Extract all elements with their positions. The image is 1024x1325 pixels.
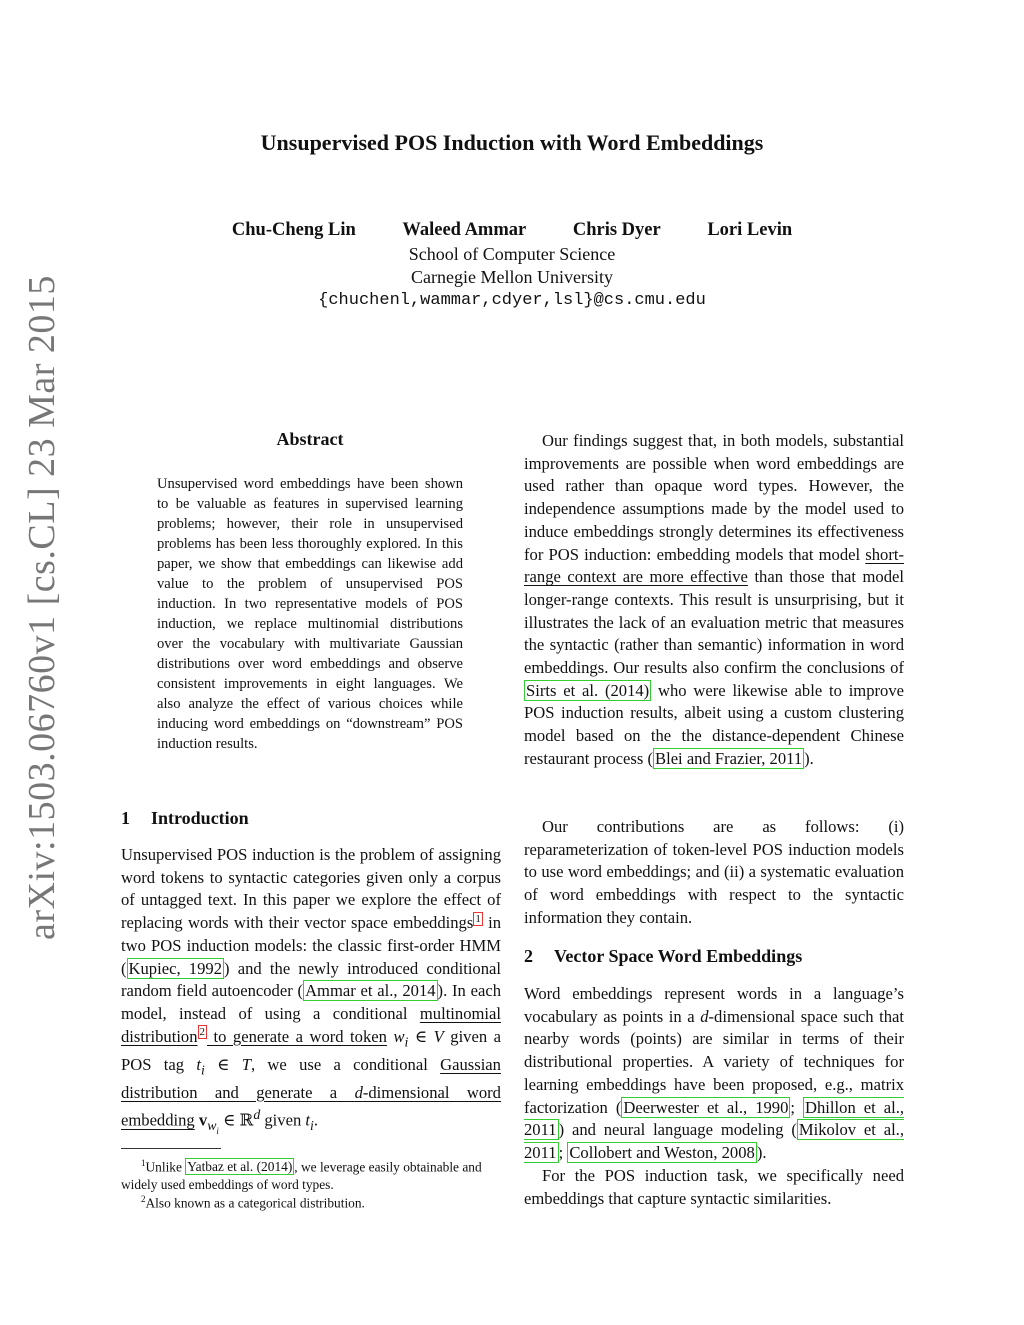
- affiliation-university: Carnegie Mellon University: [411, 267, 613, 287]
- author-name: Chris Dyer: [572, 220, 661, 240]
- affiliation-school: School of Computer Science: [408, 244, 616, 264]
- arxiv-identifier-stamp: arXiv:1503.06760v1 [cs.CL] 23 Mar 2015: [21, 275, 63, 940]
- section-heading-introduction: [121, 808, 249, 829]
- citation-link[interactable]: Sirts et al. (2014): [526, 680, 650, 700]
- citation-link[interactable]: Deerwester et al., 1990: [623, 1097, 789, 1117]
- author-emails[interactable]: {chuchenl,wammar,cdyer,lsl}@cs.cmu.edu: [318, 291, 706, 310]
- section-number: 2: [524, 946, 533, 966]
- author-name: Chu-Cheng Lin: [231, 220, 356, 240]
- citation-link[interactable]: Kupiec, 1992: [128, 958, 222, 978]
- footnote-2: $^2$Also known as a categorical distribution.: [141, 1194, 365, 1211]
- section-title: Introduction: [151, 808, 249, 828]
- footnote-divider: [121, 1148, 221, 1149]
- author-name: Waleed Ammar: [402, 220, 527, 240]
- citation-link[interactable]: Ammar et al., 2014: [305, 981, 436, 1001]
- section-title: Vector Space Word Embeddings: [554, 946, 803, 966]
- contributions-paragraph: Our contributions are as follows: (i) reparameterization of token-level POS induction models to use word embeddings; and (ii) a systematic evaluation of word embeddings with respect to the syntactic information they contain.: [524, 817, 904, 927]
- citation-link[interactable]: Collobert and Weston, 2008: [569, 1142, 755, 1162]
- citation-link[interactable]: Blei and Frazier, 2011: [655, 748, 803, 768]
- footnote-ref-1[interactable]: 1: [475, 912, 481, 925]
- section-number: 1: [121, 808, 130, 828]
- findings-paragraph: Our findings suggest that, in both models, substantial improvements are possible when word embeddings are used rather than opaque word types. However, the independence assumptions made by the model used to induce embeddings strongly determines its effectiveness for POS induction: embedding models that model short-range context are more effective than those that model longer-range contexts. This result is unsurprising, but it illustrates the lack of an evaluation metric that measures the syntactic (rather than semantic) information in word embeddings. Our results also confirm the conclusions of Sirts et al. (2014) who were likewise able to improve POS induction results, albeit using a custom clustering model based on the the distance-dependent Chinese restaurant process ( Blei and Frazier, 2011 ).: [524, 431, 905, 768]
- section-heading-vector-space: [524, 946, 802, 967]
- embeddings-paragraph: Word embeddings represent words in a language’s vocabulary as points in a d-dimensional space such that nearby words (points) are similar in terms of their distributional properties. A variety of techniques for learning embeddings have been proposed, e.g., matrix factorization ( Deerwester et al., 1990 ; Dhillon et al., 2011 ) and neural language modeling ( Mikolov et al., 2011 ; Collobert and Weston, 2008 ).: [524, 984, 905, 1162]
- abstract-text: Unsupervised word embeddings have been shown to be valuable as features in supervised learning problems; however, their role in unsupervised problems has been less thoroughly explored. In this paper, we show that embeddings can likewise add value to the problem of unsupervised POS induction. In two representative models of POS induction, we replace multinomial distributions over the vocabulary with multivariate Gaussian distributions over word embeddings and observe consistent improvements in eight languages. We also analyze the effect of various choices while inducing word embeddings on “downstream” POS induction results.: [157, 476, 463, 752]
- pos-task-paragraph: For the POS induction task, we specifically need embeddings that capture syntactic similarities.: [524, 1166, 904, 1208]
- footnote-ref-2[interactable]: 2: [199, 1026, 206, 1039]
- paper-title: Unsupervised POS Induction with Word Embeddings: [260, 130, 764, 155]
- author-list: [0, 220, 1024, 241]
- introduction-paragraph: Unsupervised POS induction is the problem of assigning word tokens to syntactic categories given only a corpus of untagged text. In this paper we explore the effect of replacing words with their vector space embeddings $^1$ in two POS induction models: the classic first-order HMM ( Kupiec, 1992 ) and the newly introduced conditional random field autoencoder ( Ammar et al., 2014 ). In each model, instead of using a conditional multinomial distribution $^2$ to generate a word token $w_i$ ∈ V given a POS tag $t_i$ ∈ T, we use a conditional Gaussian distribution and generate a d-dimensional word embedding $v_{w_i}$ ∈ ℝ$^d$ given $t_i$.: [121, 845, 502, 1136]
- abstract-heading: Abstract: [276, 429, 344, 449]
- author-name: Lori Levin: [707, 220, 793, 240]
- citation-link[interactable]: Dhillon et al., 2011: [524, 1097, 904, 1140]
- footnote-1: $^1$Unlike Yatbaz et al. (2014) , we leverage easily obtainable and widely used embeddings of word types.: [121, 1158, 482, 1193]
- citation-link[interactable]: Mikolov et al., 2011: [524, 1120, 904, 1162]
- citation-link[interactable]: Yatbaz et al. (2014): [187, 1159, 293, 1175]
